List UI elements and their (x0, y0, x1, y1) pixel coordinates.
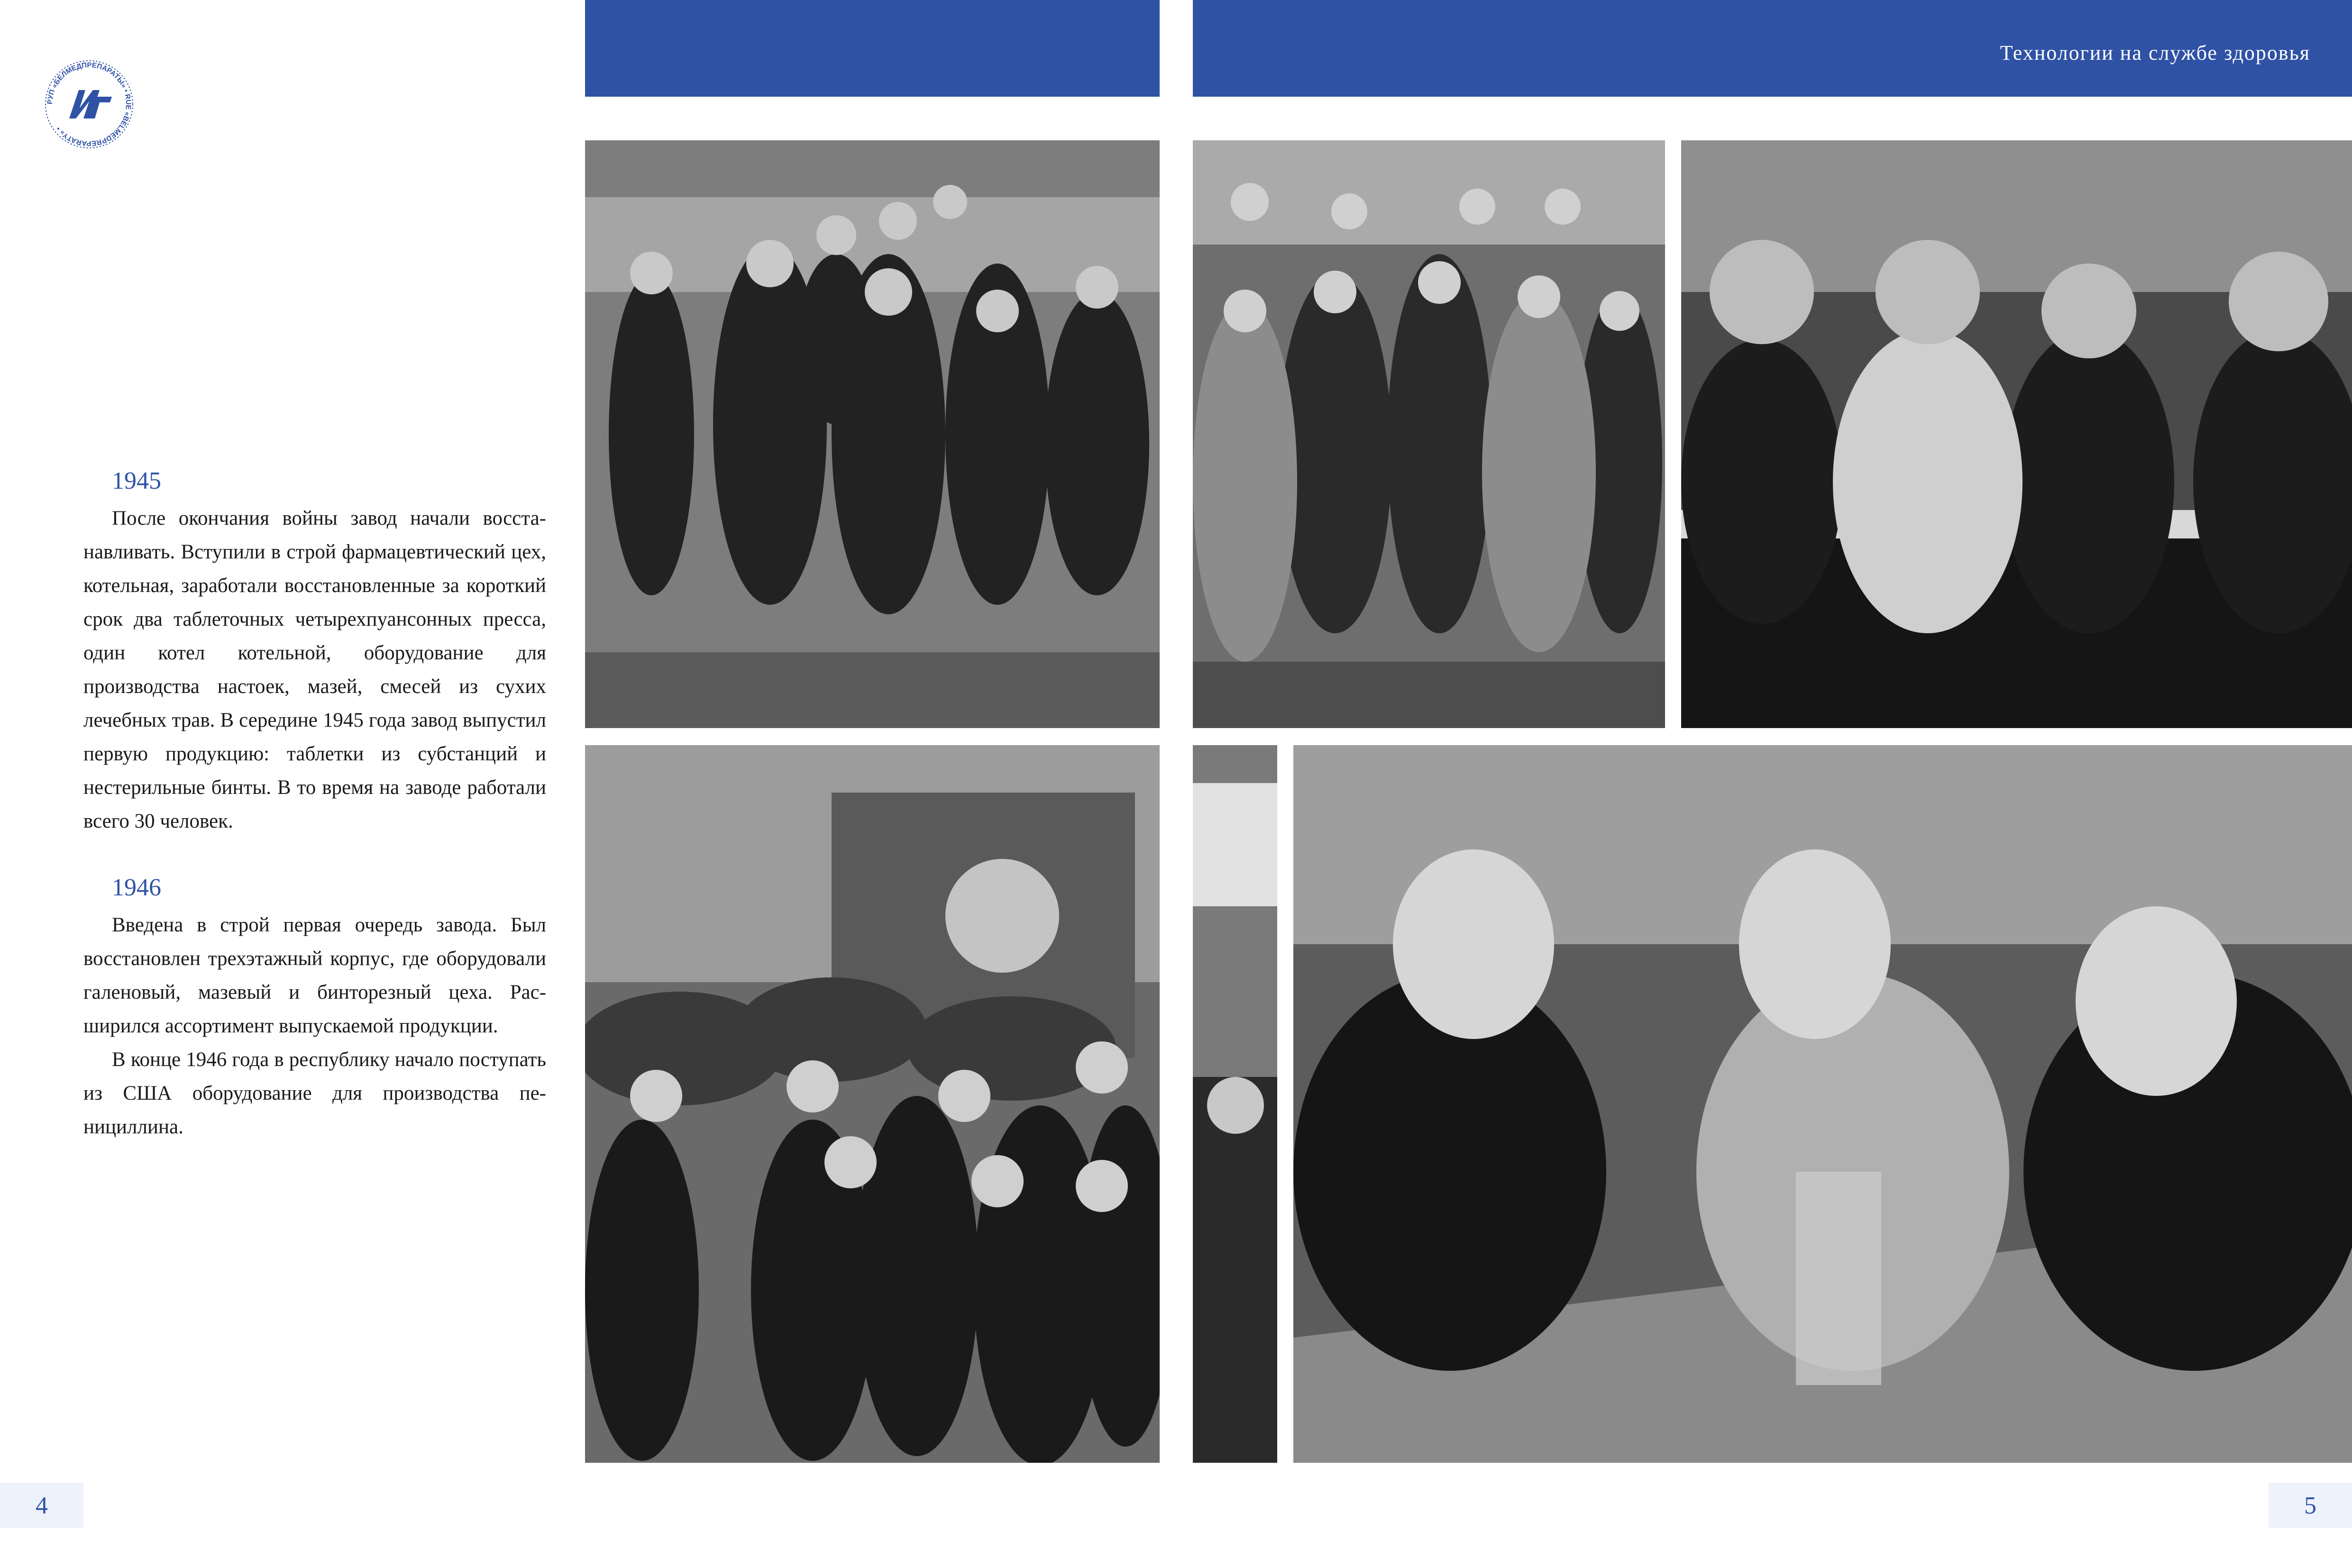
photo-demonstration-icon (1193, 745, 1277, 1463)
header-title: Технологии на службе здоровья (2000, 41, 2310, 64)
header-bar-left (585, 0, 1160, 97)
photo-group-outdoor-icon (1193, 140, 1665, 728)
paragraph: В конце 1946 года в республику начало поступать из США оборудование для производства пенициллина. (83, 1048, 546, 1138)
photo-group-outdoor-1 (585, 140, 1160, 728)
year-heading: 1945 (112, 467, 161, 494)
year-heading: 1946 (112, 874, 161, 901)
section-1946 (83, 871, 546, 1144)
paragraph: После окончания войны завод начали восстанавливать. Вступили в строй фармацевтический цех, котельная, заработали восстановленные за короткий срок два таблеточных четырехпуансонных пресса, один котел котельной, оборудование для производства настоек, мазей, смесей из сухих лечебных трав. В середине 1945 года завод выпустил первую продукцию: таблетки из субстанций и нестерильные бинты. В то время на заводе работали всего 30 человек. (83, 507, 546, 832)
company-logo (42, 57, 137, 152)
section-1945 (83, 465, 546, 838)
logo-ring-text: РУП «БЕЛМЕДПРЕПАРАТЫ» • RUE «BELMEDPREPARATY» • (46, 61, 133, 148)
photo-presidium-icon (1681, 140, 2352, 728)
page-number-left: 4 (0, 1483, 83, 1528)
header-bar-right (1193, 0, 2352, 97)
photo-demonstration (585, 745, 1160, 1463)
photo-group-outdoor-2 (1193, 140, 1665, 728)
photo-demonstration-strip (1193, 745, 1277, 1463)
photo-demonstration-icon (585, 745, 1160, 1463)
photo-group-outdoor-icon (585, 140, 1160, 728)
paragraph: Введена в строй первая очередь завода. Был восстановлен трехэтажный корпус, где оборудовали галеновый, мазевый и бинторезный цеха. Расширился ассортимент выпускаемой продукции. (83, 914, 546, 1037)
photo-presidium-2 (1293, 745, 2352, 1463)
photo-presidium-icon (1293, 745, 2352, 1463)
belmedpreparaty-logo-icon (42, 57, 137, 152)
photo-presidium-1 (1681, 140, 2352, 728)
page-number-right: 5 (2269, 1483, 2352, 1528)
text-column (83, 465, 546, 1144)
